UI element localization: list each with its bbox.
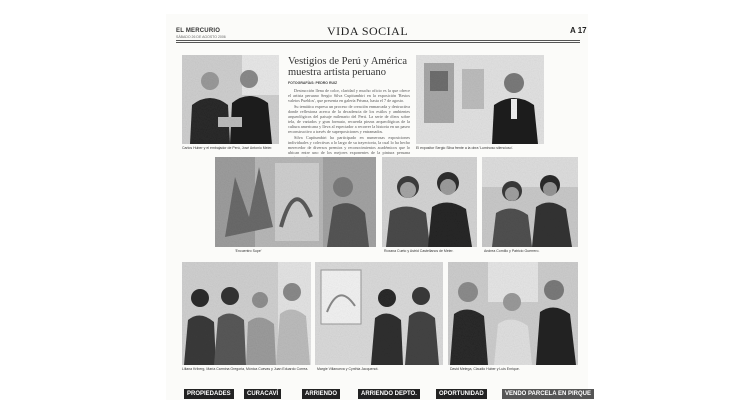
article-paragraph: Su temática expresa un proceso de creación enmarcada y destructiva donde reflexiona acerca de la decadencia de los estilos y ambientes arqueológicos del paisaje milenario del Perú. La serie de óleos sobre tela, de variados y gran formato, recuerda piezas arqueológicas de la cultura americana y lleva al espectador a recorrer la historia en un paseo reconstructivo a través de superposiciones y entramados.: [288, 104, 410, 134]
photo-caption: Liliana Kriberg, María Carmina Gregoria, Mónica Cuevas y Juan Eduardo Correa.: [182, 367, 309, 371]
ad-label: CURACAVÍ: [244, 389, 281, 399]
classified-ads-strip: [184, 389, 592, 401]
photo-cornillo-guerrero: [482, 157, 578, 247]
photo-caption: El expositor Sergio Silva frente a la obra 'Luminoso silencioso'.: [416, 146, 514, 150]
photo-caption: Roxana Cueto y Astrid Castellanos de Meier.: [384, 249, 454, 253]
publication-date: SÁBADO 26 DE AGOSTO 2006: [176, 35, 226, 39]
ad-label: ARRIENDO: [302, 389, 340, 399]
ad-label: PROPIEDADES: [184, 389, 234, 399]
photo-encuentro-supe: [215, 157, 376, 247]
article-headline: Vestigios de Perú y América muestra artista peruano: [288, 56, 407, 78]
article-paragraph: Silva Cupitumbiri ha participado en numerosas exposiciones individuales y colectivas a lo largo de su trayectoria, la cual lo ha hecho merecedor de diversos premios y reconocimientos académicos que lo ubican entre uno de los mejores exponentes de la pintura peruana: [288, 135, 410, 155]
photo-caption: Andrea Cornillo y Patricio Guerrero.: [484, 249, 540, 253]
photo-cueto-castellanos: [382, 157, 477, 247]
photo-caption: David Melega, Claudio Huber y Luis Enrique.: [450, 367, 520, 371]
article-byline: FOTOGRAFÍAS: PEDRO RUIZ: [288, 81, 338, 85]
section-title: VIDA SOCIAL: [327, 24, 409, 38]
ad-label: ARRIENDO DEPTO.: [358, 389, 420, 399]
masthead-rule: [176, 40, 580, 41]
photo-villanueva-jacquenot: [315, 262, 443, 365]
photo-sergio-silva: [416, 55, 544, 144]
ad-label: VENDO PARCELA EN PIRQUE: [502, 389, 594, 399]
ad-label: OPORTUNIDAD: [436, 389, 487, 399]
photo-caption: Carlos Huber y el embajador de Perú, José Antonio Meier.: [182, 146, 273, 150]
photo-caption: Margie Villanueva y Cynthia Jacquenot.: [317, 367, 379, 371]
page-number: A 17: [570, 26, 587, 35]
publication-name: EL MERCURIO: [176, 28, 221, 34]
photo-kriberg-group: [182, 262, 311, 365]
masthead-rule-thin: [176, 42, 580, 43]
photo-melega-huber-enrique: [448, 262, 578, 365]
photo-caption: 'Encuentro Supe': [235, 249, 262, 253]
photo-huber-meier: [182, 55, 279, 144]
article-body: [288, 88, 410, 161]
article-paragraph: Destrucción llena de color, claridad y mucho oficio es la que ofrece el artista peruano Sergio Silva Cupitumbiri en la exposición 'Restos valetos Pueblos', que presenta en galería Prisma, hasta el 7 de agosto.: [288, 88, 410, 103]
